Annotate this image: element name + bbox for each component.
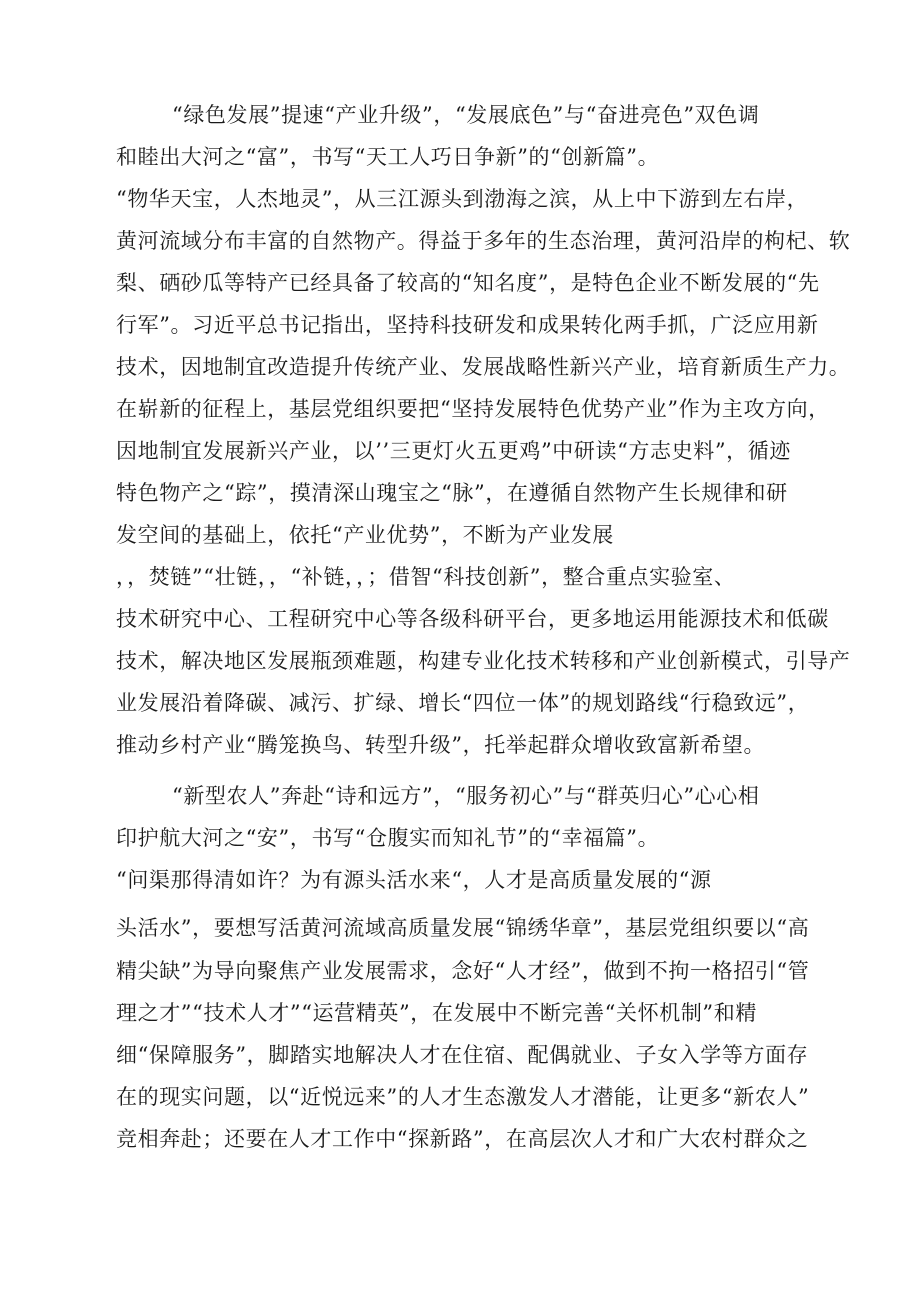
text-line: “绿色发展”提速“产业升级”，“发展底色”与“奋进亮色”双色调 bbox=[172, 103, 760, 127]
text-line: 竞相奔赴；还要在人才工作中“探新路”，在高层次人才和广大农村群众之 bbox=[116, 1127, 809, 1151]
text-line: 黄河流域分布丰富的自然物产。得益于多年的生态治理，黄河沿岸的枸杞、软 bbox=[116, 229, 851, 253]
text-line: “物华天宝，人杰地灵”，从三江源头到渤海之滨，从上中下游到左右岸， bbox=[116, 187, 809, 211]
text-line: 特色物产之“踪”，摸清深山瑰宝之“脉”，在遵循自然物产生长规律和研 bbox=[116, 481, 788, 505]
text-line: 发空间的基础上，依托“产业优势”，不断为产业发展 bbox=[116, 523, 614, 547]
text-line: 技术，因地制宜改造提升传统产业、发展战略性新兴产业，培育新质生产力。 bbox=[116, 355, 851, 379]
text-line: 在的现实问题，以“近悦远来”的人才生态激发人才潜能，让更多“新农人” bbox=[116, 1085, 810, 1109]
text-line: 头活水”，要想写活黄河流域高质量发展“锦绣华章”，基层党组织要以“高 bbox=[116, 916, 810, 940]
text-line: 推动乡村产业“腾笼换鸟、转型升级”，托举起群众增收致富新希望。 bbox=[116, 733, 766, 757]
text-line: 梨、硒砂瓜等特产已经具备了较高的“知名度”，是特色企业不断发展的“先 bbox=[116, 271, 820, 295]
text-line: 因地制宜发展新兴产业，以’’三更灯火五更鸡”中研读“方志史料”，循迹 bbox=[116, 439, 791, 463]
text-line: 在崭新的征程上，基层党组织要把“坚持发展特色优势产业”作为主攻方向， bbox=[116, 397, 830, 421]
text-line: 业发展沿着降碳、减污、扩绿、增长“四位一体”的规划路线“行稳致远”， bbox=[116, 691, 810, 715]
text-line: 技术，解决地区发展瓶颈难题，构建专业化技术转移和产业创新模式，引导产 bbox=[116, 649, 851, 673]
text-line: 行军”。习近平总书记指出，坚持科技研发和成果转化两手抓，广泛应用新 bbox=[116, 313, 819, 337]
text-line: 印护航大河之“安”，书写“仓腹实而知礼节”的“幸福篇”。 bbox=[116, 826, 660, 850]
text-line: 和睦出大河之“富”，书写“天工人巧日争新”的“创新篇”。 bbox=[116, 145, 660, 169]
text-line: 技术研究中心、工程研究中心等各级科研平台，更多地运用能源技术和低碳 bbox=[116, 607, 829, 631]
text-line: 理之才”“技术人才”“运营精英”，在发展中不断完善“关怀机制”和精 bbox=[116, 1001, 757, 1025]
text-line: 精尖缺”为导向聚焦产业发展需求，念好“人才经”，做到不拘一格招引“管 bbox=[116, 959, 810, 983]
text-line: ，，焚链”“壮链，，“补链，，；借智“科技创新”，整合重点实验室、 bbox=[116, 565, 736, 589]
text-line: 细“保障服务”，脚踏实地解决人才在住宿、配偶就业、子女入学等方面存 bbox=[116, 1043, 809, 1067]
text-line: “新型农人”奔赴“诗和远方”，“服务初心”与“群英归心”心心相 bbox=[172, 784, 760, 808]
text-line: “问渠那得清如许？为有源头活水来“，人才是高质量发展的“源 bbox=[116, 868, 712, 892]
